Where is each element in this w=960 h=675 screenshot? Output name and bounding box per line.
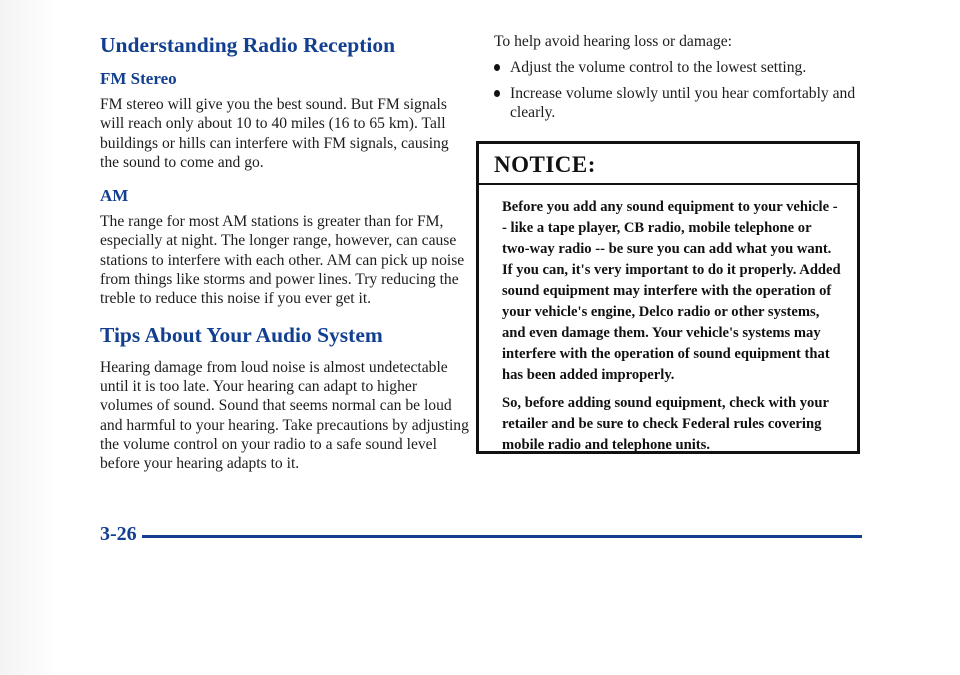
- fm-stereo-paragraph: FM stereo will give you the best sound. But FM signals will reach only about 10 to 40 miles (16 to 65 km). Tall buildings or hills can interfere with FM signals, causing the sound to come and go.: [100, 96, 449, 171]
- bullet-icon: [494, 90, 500, 97]
- notice-paragraph-2: So, before adding sound equipment, check with your retailer and be sure to check Federal rules covering mobile radio and telephone units.: [502, 395, 829, 453]
- notice-box: [476, 141, 860, 454]
- list-item: [494, 58, 866, 77]
- hearing-tips-list: [494, 58, 866, 122]
- list-item-text: Adjust the volume control to the lowest setting.: [510, 59, 807, 77]
- list-item: [494, 84, 866, 123]
- bullet-icon: [494, 64, 500, 71]
- fm-stereo-heading: FM Stereo: [100, 69, 177, 88]
- right-column: [494, 32, 866, 128]
- notice-paragraph-1: Before you add any sound equipment to your vehicle -- like a tape player, CB radio, mobile telephone or two-way radio -- be sure you can add what you want. If you can, it's very important to do it properly. Added sound equipment may interfere with the operation of your vehicle's engine, Delco radio or other systems, and even damage them. Your vehicle's systems may interfere with the operation of sound equipment that has been added improperly.: [502, 199, 841, 383]
- footer-rule: [142, 535, 862, 538]
- hearing-intro-text: To help avoid hearing loss or damage:: [494, 33, 732, 50]
- notice-heading: NOTICE:: [479, 144, 857, 185]
- page-number: 3-26: [100, 523, 137, 545]
- section-title-radio-reception: Understanding Radio Reception: [100, 33, 396, 57]
- page-margin-shade: [0, 0, 58, 675]
- left-column: [100, 32, 470, 486]
- am-heading: AM: [100, 186, 129, 206]
- page-footer: [100, 522, 862, 546]
- notice-body: [479, 185, 857, 456]
- section-title-audio-tips: Tips About Your Audio System: [100, 322, 383, 347]
- list-item-text: Increase volume slowly until you hear comfortably and clearly.: [510, 84, 856, 121]
- audio-tips-paragraph: Hearing damage from loud noise is almost undetectable until it is too late. Your hearing can adapt to higher volumes of sound. Sound that seems normal can be loud and harmful to your hearing. Take precautions by adjusting the volume control on your radio to a safe sound level before your hearing adapts to it.: [100, 358, 469, 473]
- am-paragraph: The range for most AM stations is greater than for FM, especially at night. The longer range, however, can cause stations to interfere with each other. AM can pick up noise from things like storms and power lines. Try reducing the treble to reduce this noise if you ever get it.: [100, 213, 465, 308]
